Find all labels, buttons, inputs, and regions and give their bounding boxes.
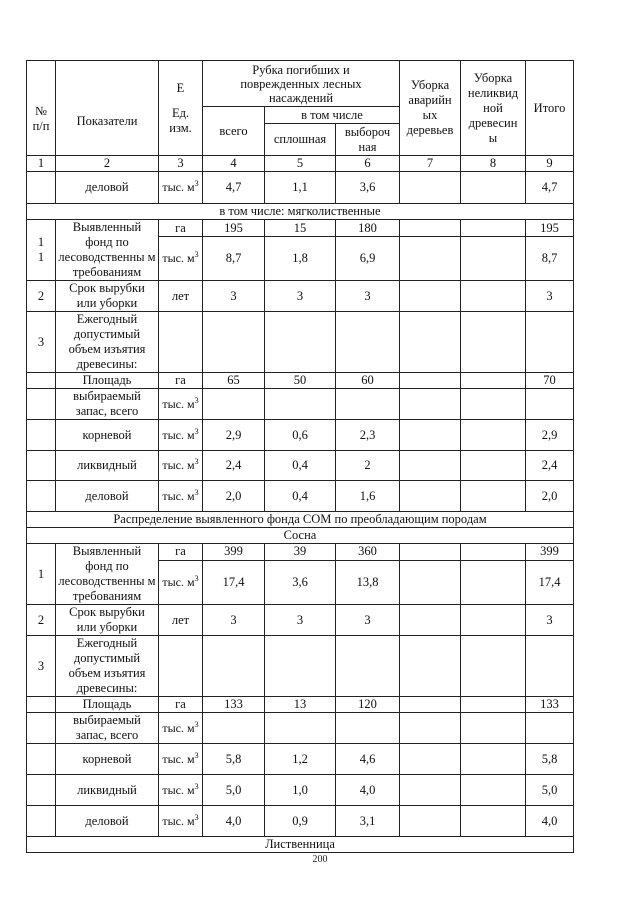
value-cell [461,544,526,561]
value-cell [461,312,526,373]
value-cell [461,697,526,713]
table-row [27,775,574,806]
value-cell: 3 [203,281,265,312]
value-cell: 133 [203,697,265,713]
table-row [27,544,574,561]
header-total-felling: всего [203,107,265,156]
col-number: 2 [56,156,159,172]
unit-cell: га [159,544,203,561]
value-cell: 4,0 [203,806,265,837]
value-cell [400,172,461,204]
value-cell [400,373,461,389]
header-selective: выбороч ная [336,124,400,156]
value-cell [400,636,461,697]
value-cell [461,560,526,604]
table-row [27,420,574,451]
value-cell [400,281,461,312]
value-cell: 133 [526,697,574,713]
value-cell [400,744,461,775]
unit-cell: га [159,373,203,389]
row-label: Ежегодный допустимый объем изъятия древесины: [56,312,159,373]
value-cell: 2,0 [526,481,574,512]
value-cell [461,281,526,312]
unit-cell: тыс. $м^3$ [159,713,203,744]
row-label: деловой [56,806,159,837]
table-row [27,605,574,636]
value-cell [400,312,461,373]
value-cell [461,744,526,775]
value-cell: 17,4 [203,560,265,604]
value-cell: 1,1 [265,172,336,204]
table-row [27,312,574,373]
col-number: 1 [27,156,56,172]
value-cell: 50 [265,373,336,389]
row-num [27,451,56,481]
unit-cell: тыс. $м^3$ [159,775,203,806]
header-solid: сплошная [265,124,336,156]
unit-cell: тыс. $м^3$ [159,172,203,204]
value-cell [461,806,526,837]
value-cell [526,312,574,373]
row-num [27,744,56,775]
value-cell [400,713,461,744]
table-row [27,636,574,697]
table-row [27,481,574,512]
value-cell [265,312,336,373]
unit-cell: тыс. $м^3$ [159,560,203,604]
header-emergency: Уборка аварийн ых деревьев [400,61,461,156]
value-cell: 3 [265,281,336,312]
section-heading: в том числе: мягколиственные [27,204,574,220]
header-illiquid: Уборка неликвид ной древесин ы [461,61,526,156]
forest-felling-table [26,60,574,853]
document-page [26,60,573,853]
value-cell [526,389,574,420]
value-cell [526,636,574,697]
value-cell: 0,6 [265,420,336,451]
value-cell [461,481,526,512]
value-cell [265,636,336,697]
row-label: корневой [56,420,159,451]
row-num: 3 [27,636,56,697]
value-cell [400,420,461,451]
row-num [27,697,56,713]
value-cell: 3 [526,605,574,636]
col-number: 5 [265,156,336,172]
unit-cell: тыс. $м^3$ [159,389,203,420]
value-cell: 0,4 [265,481,336,512]
unit-cell: тыс. $м^3$ [159,744,203,775]
table-row [27,220,574,237]
row-num [27,373,56,389]
value-cell: 1,8 [265,237,336,281]
value-cell [336,636,400,697]
row-num: 1 [27,544,56,605]
row-num: 1 1 [27,220,56,281]
value-cell: 39 [265,544,336,561]
unit-cell: тыс. $м^3$ [159,481,203,512]
value-cell: 2,0 [203,481,265,512]
row-num: 3 [27,312,56,373]
value-cell [400,451,461,481]
value-cell: 120 [336,697,400,713]
value-cell: 3 [336,281,400,312]
value-cell: 17,4 [526,560,574,604]
col-number: 6 [336,156,400,172]
table-row [27,451,574,481]
col-number: 7 [400,156,461,172]
value-cell [203,389,265,420]
unit-cell: тыс. $м^3$ [159,451,203,481]
value-cell: 2 [336,451,400,481]
value-cell: 13 [265,697,336,713]
table-row [27,806,574,837]
value-cell [461,775,526,806]
value-cell: 399 [526,544,574,561]
value-cell: 8,7 [526,237,574,281]
value-cell: 5,0 [203,775,265,806]
table-row [27,697,574,713]
header-num: № п/п [27,61,56,156]
value-cell [400,237,461,281]
value-cell: 70 [526,373,574,389]
section-heading: Распределение выявленного фонда СОМ по преобладающим породам [27,512,574,528]
value-cell [461,389,526,420]
value-cell: 5,8 [203,744,265,775]
row-num [27,389,56,420]
value-cell: 4,0 [526,806,574,837]
row-num [27,713,56,744]
value-cell: 4,0 [336,775,400,806]
value-cell: 2,3 [336,420,400,451]
unit-cell: тыс. $м^3$ [159,237,203,281]
table-row [27,373,574,389]
value-cell [461,373,526,389]
header-incl: в том числе [265,107,400,124]
value-cell: 8,7 [203,237,265,281]
value-cell: 2,4 [203,451,265,481]
row-num [27,172,56,204]
table-row [27,389,574,420]
col-number: 3 [159,156,203,172]
unit-cell [159,636,203,697]
row-label: выбираемый запас, всего [56,713,159,744]
value-cell: 195 [203,220,265,237]
row-num [27,420,56,451]
row-label: Срок вырубки или уборки [56,281,159,312]
value-cell: 13,8 [336,560,400,604]
col-number: 8 [461,156,526,172]
header-indicators: Показатели [56,61,159,156]
row-label: ликвидный [56,775,159,806]
value-cell [400,605,461,636]
value-cell [461,605,526,636]
row-label: Площадь [56,697,159,713]
value-cell [203,312,265,373]
value-cell: 360 [336,544,400,561]
value-cell: 4,7 [526,172,574,204]
value-cell [461,451,526,481]
value-cell: 4,7 [203,172,265,204]
value-cell: 399 [203,544,265,561]
value-cell: 3 [526,281,574,312]
value-cell: 15 [265,220,336,237]
row-label: Площадь [56,373,159,389]
row-label: Ежегодный допустимый объем изъятия древесины: [56,636,159,697]
row-label: выбираемый запас, всего [56,389,159,420]
unit-cell: га [159,220,203,237]
table-row [27,172,574,204]
value-cell [461,172,526,204]
value-cell: 2,9 [203,420,265,451]
value-cell: 3 [265,605,336,636]
unit-cell: га [159,697,203,713]
value-cell: 2,4 [526,451,574,481]
row-label: деловой [56,172,159,204]
row-num [27,775,56,806]
value-cell: 60 [336,373,400,389]
header-unit-top: Е [176,80,185,95]
row-label: Выявленный фонд по лесоводственны м требованиям [56,220,159,281]
value-cell: 6,9 [336,237,400,281]
section-heading: Сосна [27,528,574,544]
row-label: корневой [56,744,159,775]
value-cell: 0,9 [265,806,336,837]
header-unit [159,61,203,156]
table-row [27,744,574,775]
unit-cell [159,312,203,373]
page-number: 200 [312,854,328,865]
section-heading: Лиственница [27,837,574,853]
value-cell: 4,6 [336,744,400,775]
unit-cell: лет [159,605,203,636]
value-cell [461,220,526,237]
value-cell: 2,9 [526,420,574,451]
value-cell [400,560,461,604]
value-cell: 65 [203,373,265,389]
row-num: 2 [27,605,56,636]
row-num [27,481,56,512]
value-cell: 1,2 [265,744,336,775]
value-cell [400,481,461,512]
value-cell: 1,6 [336,481,400,512]
header-total: Итого [526,61,574,156]
value-cell [336,389,400,420]
value-cell: 3 [203,605,265,636]
value-cell [336,713,400,744]
unit-cell: лет [159,281,203,312]
value-cell [400,775,461,806]
value-cell [336,312,400,373]
value-cell [265,389,336,420]
header-unit-bottom: Ед. изм. [169,105,192,135]
value-cell [400,544,461,561]
value-cell: 180 [336,220,400,237]
value-cell [203,713,265,744]
value-cell [400,697,461,713]
header-felling: Рубка погибших и поврежденных лесных насаждений [203,61,400,107]
col-number: 9 [526,156,574,172]
value-cell: 5,8 [526,744,574,775]
value-cell: 3,6 [336,172,400,204]
value-cell [461,237,526,281]
value-cell: 3,1 [336,806,400,837]
value-cell [461,420,526,451]
row-num: 2 [27,281,56,312]
unit-cell: тыс. $м^3$ [159,806,203,837]
row-label: ликвидный [56,451,159,481]
unit-cell: тыс. $м^3$ [159,420,203,451]
value-cell [400,389,461,420]
column-numbers-row [27,156,574,172]
row-num [27,806,56,837]
value-cell: 195 [526,220,574,237]
value-cell [203,636,265,697]
value-cell [526,713,574,744]
value-cell [461,636,526,697]
value-cell: 1,0 [265,775,336,806]
table-row [27,713,574,744]
row-label: деловой [56,481,159,512]
value-cell [461,713,526,744]
row-label: Выявленный фонд по лесоводственны м требованиям [56,544,159,605]
table-row [27,281,574,312]
value-cell: 3,6 [265,560,336,604]
value-cell: 0,4 [265,451,336,481]
value-cell: 3 [336,605,400,636]
value-cell [400,806,461,837]
value-cell [265,713,336,744]
value-cell [400,220,461,237]
row-label: Срок вырубки или уборки [56,605,159,636]
value-cell: 5,0 [526,775,574,806]
col-number: 4 [203,156,265,172]
